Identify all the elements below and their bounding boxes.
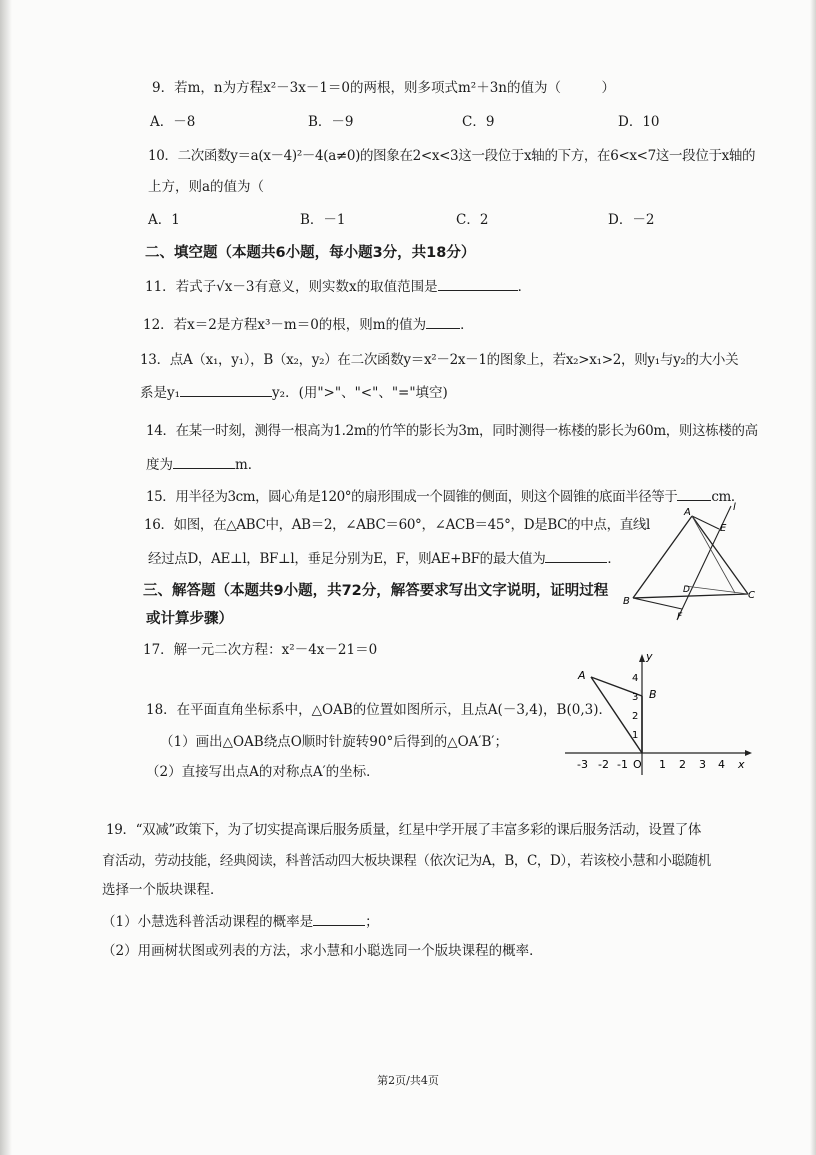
x-tick-neg2: -2 bbox=[598, 758, 609, 771]
scan-edge-right bbox=[810, 0, 816, 1155]
question-18-line1: 18．在平面直角坐标系中，△OAB的位置如图所示，且点A(－3,4)，B(0,3)． bbox=[146, 702, 612, 718]
q10-option-a: A．1 bbox=[148, 212, 180, 228]
x-axis-arrow bbox=[745, 750, 752, 756]
q9-option-d: D．10 bbox=[618, 114, 660, 130]
question-16-line1: 16．如图，在△ABC中，AB＝2，∠ABC＝60°，∠ACB＝45°，D是BC的中点，直线l bbox=[144, 517, 650, 533]
x-tick-4: 4 bbox=[718, 758, 725, 771]
segment-bc bbox=[633, 594, 748, 598]
y-tick-4: 4 bbox=[632, 673, 639, 684]
q9-option-a: A．－8 bbox=[150, 114, 196, 130]
label-c: C bbox=[748, 590, 755, 601]
label-e: E bbox=[720, 523, 727, 534]
q14-answer-blank[interactable] bbox=[173, 454, 235, 469]
q12-answer-blank[interactable] bbox=[426, 314, 460, 329]
x-tick-3: 3 bbox=[699, 758, 706, 771]
question-19-part2: （2）用画树状图或列表的方法，求小慧和小聪选同一个版块课程的概率． bbox=[102, 943, 543, 959]
question-9: 9．若m，n为方程x²－3x－1＝0的两根，则多项式m²＋3n的值为（ ） bbox=[152, 80, 615, 96]
label-a: A bbox=[578, 669, 586, 682]
q14-text: 度为 bbox=[146, 457, 173, 473]
q16-answer-blank[interactable] bbox=[545, 548, 607, 563]
q16-triangle-figure bbox=[615, 498, 760, 623]
question-14-line1: 14．在某一时刻，测得一根高为1.2m的竹竿的影长为3m，同时测得一栋楼的影长为60m，则这栋楼的高 bbox=[146, 423, 758, 439]
q10-option-c: C．2 bbox=[456, 212, 489, 228]
q15-text-end: cm． bbox=[711, 489, 744, 505]
question-16-line2 bbox=[148, 548, 621, 569]
label-y-axis: y bbox=[646, 650, 653, 663]
q11-answer-blank[interactable] bbox=[438, 276, 518, 291]
question-14-line2 bbox=[146, 454, 261, 475]
scan-edge-left bbox=[0, 0, 12, 1155]
y-tick-2: 2 bbox=[632, 711, 639, 722]
label-d: D bbox=[683, 585, 690, 595]
y-tick-3: 3 bbox=[632, 692, 639, 703]
label-b: B bbox=[623, 596, 630, 607]
y-axis-arrow bbox=[639, 654, 645, 662]
helper-line-2 bbox=[685, 586, 748, 594]
label-l: l bbox=[733, 502, 736, 513]
question-19-line3: 选择一个版块课程． bbox=[102, 882, 224, 898]
q9-option-b: B．－9 bbox=[308, 114, 354, 130]
q18-coordinate-figure bbox=[560, 650, 755, 780]
label-x-axis: x bbox=[738, 758, 745, 771]
q10-option-b: B．－1 bbox=[300, 212, 346, 228]
q10-option-d: D．－2 bbox=[608, 212, 655, 228]
question-12 bbox=[143, 314, 474, 335]
question-18-part2: （2）直接写出点A的对称点A′的坐标． bbox=[146, 764, 380, 780]
origin-label: O bbox=[633, 758, 642, 771]
q11-text-end: ． bbox=[517, 279, 532, 295]
label-b: B bbox=[649, 688, 657, 701]
q13-text: 系是y₁ bbox=[140, 385, 181, 401]
question-19-line2: 育活动，劳动技能，经典阅读，科普活动四大板块课程（依次记为A，B，C，D），若该校小慧和小聪随机 bbox=[102, 853, 711, 869]
question-17: 17．解一元二次方程：x²－4x－21＝0 bbox=[143, 642, 378, 658]
q15-text: 15．用半径为3cm，圆心角是120°的扇形围成一个圆锥的侧面，则这个圆锥的底面半径等于 bbox=[146, 489, 678, 505]
y-tick-1: 1 bbox=[632, 730, 639, 741]
q19-part1-end: ； bbox=[365, 914, 379, 930]
segment-bf bbox=[633, 598, 682, 609]
q14-text-end: m． bbox=[235, 457, 262, 473]
q19-answer-blank[interactable] bbox=[313, 911, 365, 926]
question-10-line1: 10．二次函数y＝a(x－4)²－4(a≠0)的图象在2<x<3这一段位于x轴的下方，在6<x<7这一段位于x轴的 bbox=[148, 148, 756, 164]
q12-text: 12．若x＝2是方程x³－m＝0的根，则m的值为 bbox=[143, 317, 427, 333]
question-13-line2 bbox=[140, 382, 448, 403]
label-a: A bbox=[684, 507, 691, 518]
question-19-part1 bbox=[102, 911, 379, 932]
q19-part1-text: （1）小慧选科普活动课程的概率是 bbox=[102, 914, 314, 930]
q13-answer-blank[interactable] bbox=[180, 382, 272, 397]
q11-text: 11．若式子√x－3有意义，则实数x的取值范围是 bbox=[145, 279, 438, 295]
x-tick-neg3: -3 bbox=[577, 758, 588, 771]
helper-line bbox=[692, 516, 735, 593]
section-3-heading-line1: 三、解答题（本题共9小题，共72分，解答要求写出文字说明，证明过程 bbox=[143, 583, 609, 599]
section-2-heading: 二、填空题（本题共6小题，每小题3分，共18分） bbox=[145, 245, 476, 261]
question-13-line1: 13．点A（x₁，y₁），B（x₂，y₂）在二次函数y＝x²－2x－1的图象上，若x₂>x₁>2，则y₁与y₂的大小关 bbox=[140, 352, 739, 368]
x-tick-2: 2 bbox=[679, 758, 686, 771]
q16-text: 经过点D，AE⊥l，BF⊥l，垂足分别为E，F，则AE+BF的最大值为 bbox=[148, 551, 546, 567]
label-f: F bbox=[677, 612, 683, 622]
question-10-line2: 上方，则a的值为（ bbox=[148, 179, 265, 195]
question-11 bbox=[145, 276, 531, 297]
x-tick-1: 1 bbox=[659, 758, 666, 771]
q13-text-end: y₂．(用">"、"<"、"="填空) bbox=[272, 385, 448, 401]
section-3-heading-line2: 或计算步骤） bbox=[146, 611, 233, 627]
question-18-part1: （1）画出△OAB绕点O顺时针旋转90°后得到的△OA′B′； bbox=[160, 734, 508, 750]
q16-text-end: ． bbox=[607, 551, 621, 567]
q12-text-end: ． bbox=[460, 317, 474, 333]
q9-option-c: C．9 bbox=[462, 114, 495, 130]
page-footer: 第2页/共4页 bbox=[377, 1074, 439, 1087]
question-19-line1: 19．“双减”政策下，为了切实提高课后服务质量，红星中学开展了丰富多彩的课后服务活动，设置了体 bbox=[106, 822, 702, 838]
x-tick-neg1: -1 bbox=[617, 758, 628, 771]
